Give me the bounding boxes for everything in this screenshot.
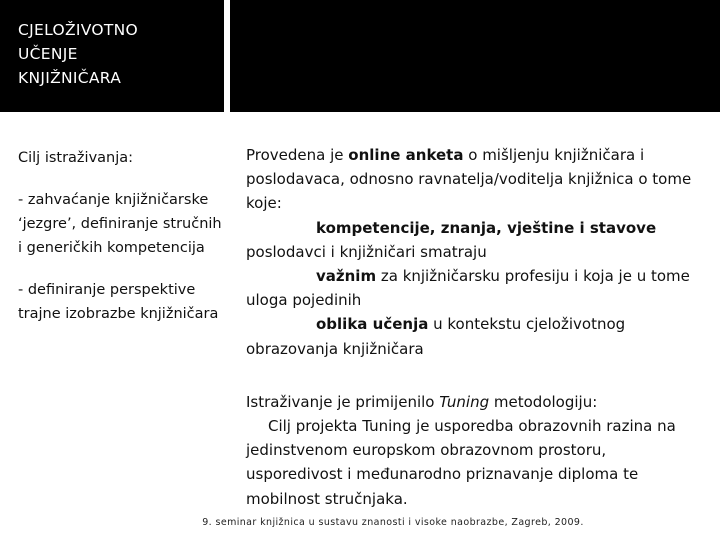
goal-item: - definiranje perspektive trajne izobrazbe knjižničara (18, 282, 219, 322)
slide-title (18, 18, 138, 90)
text-run: poslodavci i knjižničari smatraju (246, 242, 487, 261)
survey-paragraph (246, 143, 696, 361)
header-bar (230, 0, 720, 112)
indent (246, 315, 316, 333)
text-run: Provedena je (246, 146, 349, 164)
indent (246, 417, 268, 435)
text-run: o mišljenju knjižničara i poslodavaca, odnosno ravnatelja/voditelja knjižnica o tome koje: (246, 146, 692, 213)
title-line: UČENJE (18, 45, 78, 63)
left-column (18, 146, 223, 344)
title-line: CJELOŽIVOTNO (18, 21, 139, 39)
text-run: u kontekstu cjeloživotnog obrazovanja knjižničara (246, 315, 626, 358)
bold-run: kompetencije, znanja, vještine i stavove (316, 218, 657, 237)
title-line: KNJIŽNIČARA (18, 69, 122, 87)
spacer (246, 361, 696, 390)
text-run: Istraživanje je primijenilo (246, 392, 440, 411)
text-run: Cilj projekta Tuning je usporedba obrazovnih razina na jedinstvenom europskom obrazovnom prostoru, usporedivost i međunarodno priznavanje diploma te mobilnost stručnjaka. (246, 417, 676, 508)
italic-run: Tuning (439, 392, 490, 411)
right-column (246, 143, 696, 511)
methodology-paragraph (246, 390, 696, 511)
bold-run: online anketa (348, 146, 464, 164)
indent (246, 267, 316, 285)
goal-label: Cilj istraživanja: (18, 150, 134, 166)
text-run: metodologiju: (489, 392, 598, 411)
title-box (0, 0, 224, 112)
bold-run: važnim (316, 267, 377, 286)
goal-item: - zahvaćanje knjižničarske ‘jezgre’, definiranje stručnih i generičkih kompetencija (18, 192, 222, 256)
footer-text: 9. seminar knjižnica u sustavu znanosti i visoke naobrazbe, Zagreb, 2009. (202, 517, 584, 528)
text-run: za knjižničarsku profesiju i koja je u tome uloga pojedinih (246, 267, 690, 310)
footer (0, 517, 720, 528)
indent (246, 219, 316, 237)
bold-run: oblika učenja (316, 315, 429, 334)
